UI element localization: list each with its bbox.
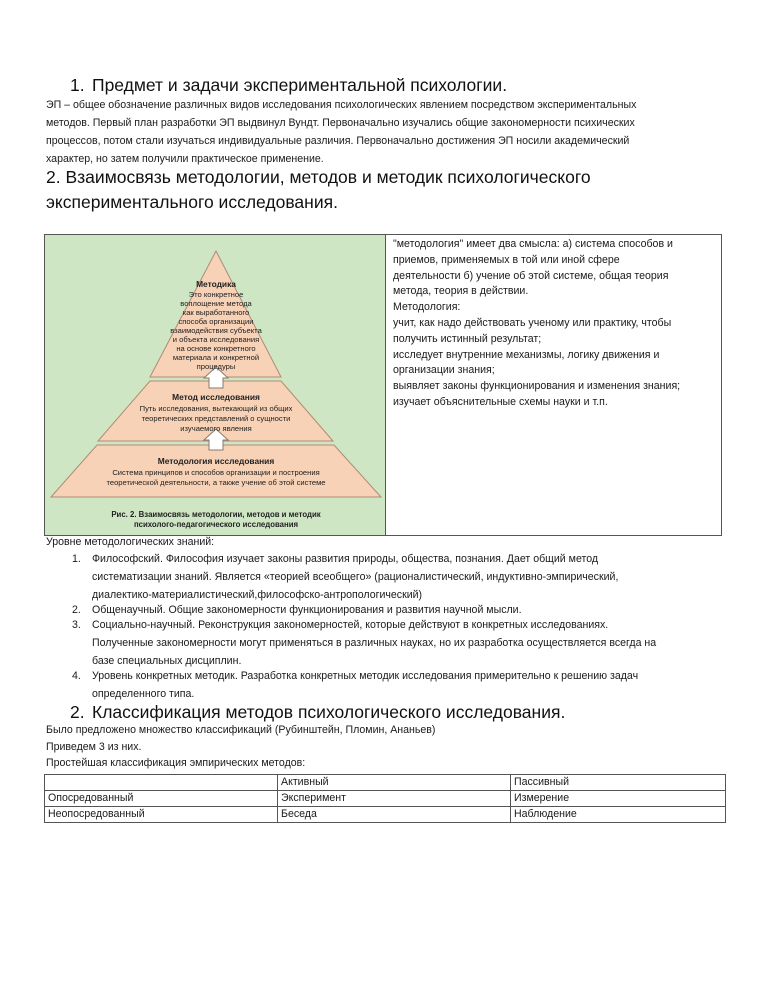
list-item-text: диалектико-материалистический,философско-антропологический) [92, 589, 423, 601]
list-number: 1. [72, 553, 81, 565]
methodology-text [393, 237, 715, 411]
methodology-line: учит, как надо действовать ученому или практику, чтобы [393, 316, 672, 329]
table-row [45, 807, 726, 823]
tier-middle-line: теоретических представлений о сущности [141, 414, 291, 423]
table-row [45, 791, 726, 807]
section-1-text-line: методов. Первый план разработки ЭП выдвинул Вундт. Первоначально изучались общие закономерности психических [46, 117, 635, 129]
table-row [45, 775, 726, 791]
section-2-heading-line-2: экспериментального исследования. [46, 192, 338, 212]
table-cell: Измерение [511, 791, 726, 807]
methodology-text-cell [386, 235, 720, 535]
section-3-text-line: Было предложено множество классификаций (Рубинштейн, Пломин, Ананьев) [46, 724, 436, 736]
tier-bottom-title: Методология исследования [157, 456, 275, 466]
methodology-line: метода, теория в действии. [393, 285, 529, 298]
table-cell: Опосредованный [45, 791, 278, 807]
methodology-line: приемов, применяемых в той или иной сфере [393, 253, 620, 266]
list-item-text: Общенаучный. Общие закономерности функционирования и развития научной мысли. [92, 604, 522, 616]
table-cell: Беседа [278, 807, 511, 823]
tier-top-line: как выработанного [182, 308, 250, 317]
tier-top-line: Это конкретное [188, 290, 244, 299]
section-3-text-line: Простейшая классификация эмпирических методов: [46, 757, 306, 769]
tier-top-title: Методика [196, 279, 236, 289]
section-1-text-line: ЭП – общее обозначение различных видов исследования психологических явлением посредством экспериментальных [46, 99, 637, 111]
section-1-text-line: процессов, потом стали изучаться индивидуальные различия. Первоначально достижения ЭП носили академический [46, 135, 630, 147]
section-3-text-line: Приведем 3 из них. [46, 741, 142, 753]
figure-caption: Рис. 2. Взаимосвязь методологии, методов и методик [111, 510, 321, 519]
list-item-text: Уровень конкретных методик. Разработка конкретных методик исследования примерительно к решению задач [92, 670, 639, 682]
tier-top-line: на основе конкретного [176, 344, 256, 353]
table-cell [45, 775, 278, 791]
list-item-text: Социально-научный. Реконструкция закономерностей, которые действуют в конкретных исследованиях. [92, 619, 609, 631]
section-2-heading: 2. Взаимосвязь методологии, методов и методик психологического [46, 167, 591, 187]
methodology-line: изучает объяснительные схемы науки и т.п. [393, 395, 608, 408]
list-number: 2. [72, 604, 81, 616]
list-item-text: базе специальных дисциплин. [92, 655, 242, 667]
tier-top-line: процедуры [196, 362, 236, 371]
figure-caption-line-2: психолого-педагогического исследования [133, 520, 299, 529]
levels-heading: Уровне методологических знаний: [46, 536, 215, 548]
list-number: 3. [72, 619, 81, 631]
methodology-line: получить истинный результат; [393, 332, 542, 345]
list-item-text: Полученные закономерности могут применяться в различных науках, но их разработка осуществляется всегда на [92, 637, 657, 649]
list-item-text: Философский. Философия изучает законы развития природы, общества, познания. Дает общий метод [92, 553, 599, 565]
tier-top-line: и объекта исследования [172, 335, 260, 344]
tier-middle-line: Путь исследования, вытекающий из общих [139, 404, 293, 413]
section-1-text-line: характер, но затем получили практическое применение. [46, 153, 324, 165]
table-header-cell: Активный [278, 775, 511, 791]
section-1-heading: 1. Предмет и задачи экспериментальной психологии. [70, 75, 508, 95]
table-cell: Наблюдение [511, 807, 726, 823]
pyramid-diagram [45, 235, 385, 535]
tier-top-line: материала и конкретной [172, 353, 260, 362]
table-cell: Неопосредованный [45, 807, 278, 823]
tier-bottom-line: теоретической деятельности, а также учение об этой системе [106, 478, 326, 487]
tier-bottom-line: Система принципов и способов организации и построения [112, 468, 320, 477]
methodology-line: деятельности б) учение об этой системе, общая теория [393, 269, 669, 282]
tier-top-line: способа организации [178, 317, 254, 326]
list-item-text: систематизации знаний. Является «теорией всеобщего» (рационалистический, индуктивно-эмпирический, [92, 571, 619, 583]
list-number: 4. [72, 670, 81, 682]
section-3-heading: 2. Классификация методов психологического исследования. [70, 702, 566, 722]
figure-table [44, 234, 722, 536]
tier-top-line: воплощение метода [180, 299, 252, 308]
methodology-line: "методология" имеет два смысла: а) система способов и [393, 238, 673, 250]
methodology-line: Методология: [393, 301, 461, 314]
pyramid-figure-cell [45, 235, 386, 535]
classification-table [44, 774, 726, 823]
table-header-cell: Пассивный [511, 775, 726, 791]
tier-middle-title: Метод исследования [172, 392, 260, 402]
tier-top-line: взаимодействия субъекта [170, 326, 262, 335]
table-cell: Эксперимент [278, 791, 511, 807]
methodology-line: исследует внутренние механизмы, логику движения и [393, 348, 660, 361]
methodology-line: организации знания; [393, 364, 495, 377]
tier-middle-line: изучаемого явления [180, 424, 252, 433]
methodology-line: выявляет законы функционирования и изменения знания; [393, 380, 681, 393]
list-item-text: определенного типа. [92, 688, 195, 700]
